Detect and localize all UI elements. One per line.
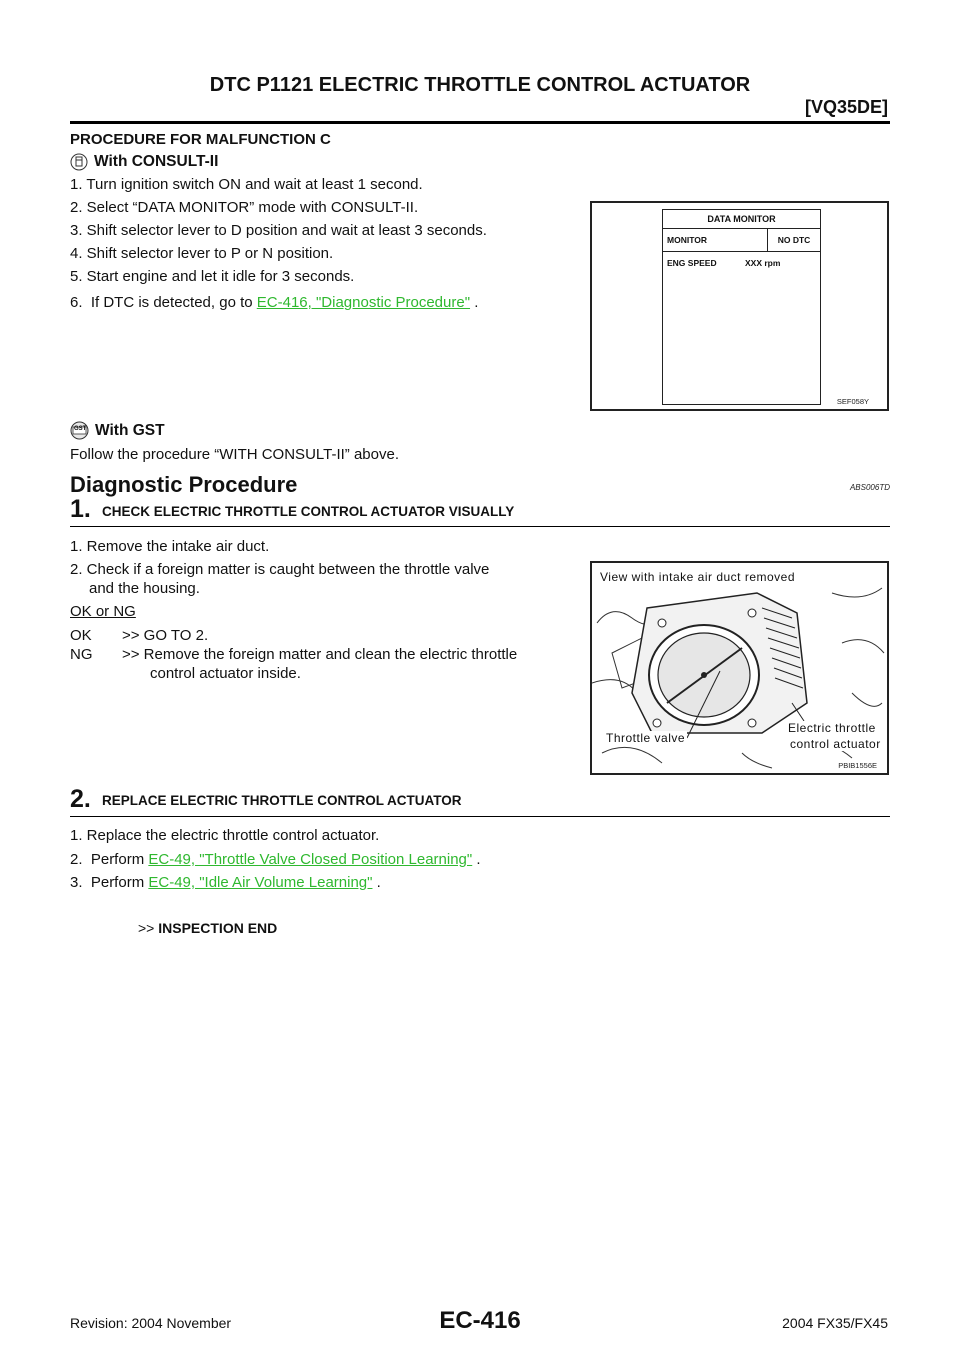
step-1-item-1: 1. Remove the intake air duct. xyxy=(70,538,270,555)
footer-model: 2004 FX35/FX45 xyxy=(782,1315,888,1331)
step6-suffix: . xyxy=(470,294,479,311)
step-1-item-2: 2. Check if a foreign matter is caught between the throttle valve xyxy=(70,561,490,578)
step-2-item-3-suffix: . xyxy=(372,874,381,891)
header-rule xyxy=(70,121,890,124)
step-1-item-2-cont: and the housing. xyxy=(89,580,200,597)
throttle-valve-label: Throttle valve xyxy=(606,731,686,745)
idle-air-volume-learning-link[interactable]: EC-49, "Idle Air Volume Learning" xyxy=(148,874,373,891)
procedure-step-2: 2. Select “DATA MONITOR” mode with CONSULT-II. xyxy=(70,199,419,216)
monitor-col-left: MONITOR xyxy=(663,229,768,251)
step-1-number: 1. xyxy=(70,495,91,523)
photo-caption: View with intake air duct removed xyxy=(600,570,796,584)
eng-speed-label: ENG SPEED xyxy=(667,258,717,268)
step-2-item-2-suffix: . xyxy=(472,851,481,868)
procedure-heading: PROCEDURE FOR MALFUNCTION C xyxy=(70,131,331,148)
consult-tool-icon xyxy=(70,153,88,171)
procedure-step-1: 1. Turn ignition switch ON and wait at least 1 second. xyxy=(70,176,423,193)
step-2-item-2 xyxy=(70,851,481,868)
throttle-valve-learning-link[interactable]: EC-49, "Throttle Valve Closed Position Learning" xyxy=(148,851,473,868)
step-2-item-3 xyxy=(70,874,381,891)
procedure-step-5: 5. Start engine and let it idle for 3 seconds. xyxy=(70,268,355,285)
procedure-step-4: 4. Shift selector lever to P or N position. xyxy=(70,245,334,262)
procedure-step-6 xyxy=(70,294,478,311)
consult-label: With CONSULT-II xyxy=(94,153,219,170)
end-text: INSPECTION END xyxy=(158,920,278,936)
monitor-screen xyxy=(662,209,821,405)
end-prefix: >> xyxy=(138,920,155,936)
monitor-header: DATA MONITOR xyxy=(663,210,820,229)
ng-action-cont: control actuator inside. xyxy=(150,665,301,682)
ng-action: >> Remove the foreign matter and clean the electric throttle xyxy=(122,646,518,663)
figure1-code: SEF058Y xyxy=(836,397,869,406)
eng-speed-value: XXX rpm xyxy=(745,258,781,268)
monitor-data-row xyxy=(663,252,820,268)
diagnostic-procedure-title: Diagnostic Procedure xyxy=(70,472,298,497)
step-1-rule xyxy=(70,526,890,527)
diagnostic-procedure-link[interactable]: EC-416, "Diagnostic Procedure" xyxy=(256,294,471,311)
gst-instruction: Follow the procedure “WITH CONSULT-II” above. xyxy=(70,446,399,463)
section-code: ABS006TD xyxy=(849,483,890,492)
footer-revision: Revision: 2004 November xyxy=(70,1315,232,1331)
step-2-rule xyxy=(70,816,890,817)
ok-key: OK xyxy=(70,627,92,644)
page-title: DTC P1121 ELECTRIC THROTTLE CONTROL ACTUATOR xyxy=(209,74,751,96)
engine-model-tag: [VQ35DE] xyxy=(804,97,888,117)
step-2-item-2-prefix: 2. Perform xyxy=(70,851,149,868)
step-1-title: CHECK ELECTRIC THROTTLE CONTROL ACTUATOR VISUALLY xyxy=(102,504,515,519)
step-2-title: REPLACE ELECTRIC THROTTLE CONTROL ACTUATOR xyxy=(102,793,462,808)
figure2-code: PBIB1556E xyxy=(838,761,877,770)
ng-key: NG xyxy=(70,646,93,663)
actuator-label-line2: control actuator xyxy=(790,737,881,751)
data-monitor-figure xyxy=(590,201,889,411)
step6-prefix: 6. If DTC is detected, go to xyxy=(70,294,257,311)
throttle-photo-figure xyxy=(590,561,889,775)
actuator-label-line1: Electric throttle xyxy=(788,721,876,735)
step-2-number: 2. xyxy=(70,785,91,813)
ok-action: >> GO TO 2. xyxy=(122,627,209,644)
monitor-col-right: NO DTC xyxy=(777,235,811,245)
step-2-item-3-prefix: 3. Perform xyxy=(70,874,149,891)
consult-label-row xyxy=(70,153,218,171)
gst-label-row xyxy=(70,421,165,440)
inspection-end xyxy=(138,920,277,936)
step-2-item-1: 1. Replace the electric throttle control actuator. xyxy=(70,827,380,844)
monitor-column-row xyxy=(663,229,820,252)
procedure-step-3: 3. Shift selector lever to D position and wait at least 3 seconds. xyxy=(70,222,487,239)
gst-icon-text: GST xyxy=(74,426,87,432)
footer-page-number: EC-416 xyxy=(439,1307,521,1334)
ok-or-ng-label: OK or NG xyxy=(70,603,136,620)
gst-label: With GST xyxy=(95,421,165,439)
